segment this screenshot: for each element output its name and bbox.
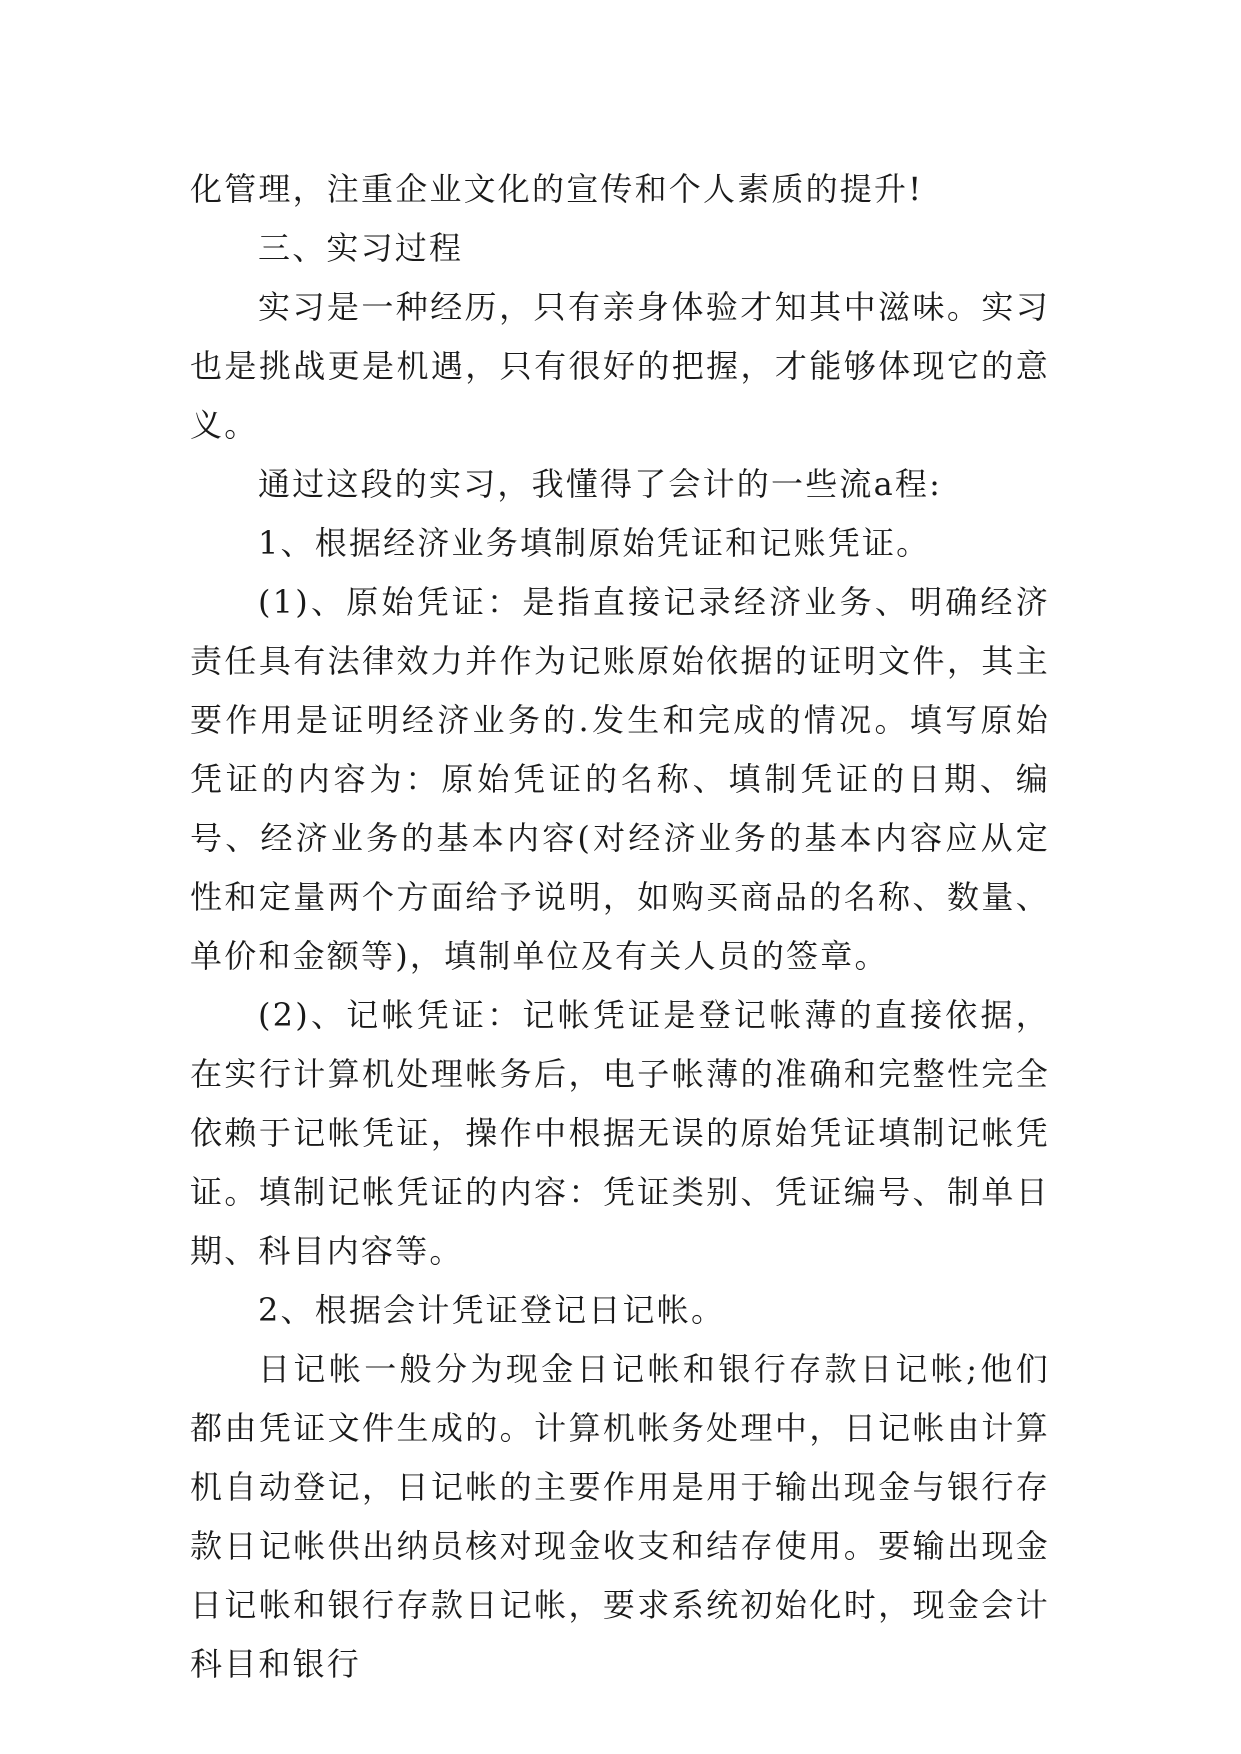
section-heading: 三、实习过程 <box>258 229 464 267</box>
paragraph: 通过这段的实习，我懂得了会计的一些流a程: <box>258 465 943 503</box>
paragraph: (2)、记帐凭证：记帐凭证是登记帐薄的直接依据，在实行计算机处理帐务后，电子帐薄的准确和完整性完全依赖于记帐凭证，操作中根据无误的原始凭证填制记帐凭证。填制记帐凭证的内容：凭证类别、凭证编号、制单日期、科目内容等。 <box>190 996 1050 1270</box>
paragraph: (1)、原始凭证：是指直接记录经济业务、明确经济责任具有法律效力并作为记账原始依据的证明文件，其主要作用是证明经济业务的.发生和完成的情况。填写原始凭证的内容为：原始凭证的名称、填制凭证的日期、编号、经济业务的基本内容(对经济业务的基本内容应从定性和定量两个方面给予说明，如购买商品的名称、数量、单价和金额等)，填制单位及有关人员的签章。 <box>190 583 1050 975</box>
document-page <box>190 160 1050 1694</box>
list-item-heading: 1、根据经济业务填制原始凭证和记账凭证。 <box>258 524 931 562</box>
list-item-heading: 2、根据会计凭证登记日记帐。 <box>258 1291 726 1329</box>
paragraph-continuation: 化管理，注重企业文化的宣传和个人素质的提升! <box>190 170 924 208</box>
paragraph: 日记帐一般分为现金日记帐和银行存款日记帐;他们都由凭证文件生成的。计算机帐务处理中，日记帐由计算机自动登记，日记帐的主要作用是用于输出现金与银行存款日记帐供出纳员核对现金收支和结存使用。要输出现金日记帐和银行存款日记帐，要求系统初始化时，现金会计科目和银行 <box>190 1350 1050 1683</box>
paragraph: 实习是一种经历，只有亲身体验才知其中滋味。实习也是挑战更是机遇，只有很好的把握，才能够体现它的意义。 <box>190 288 1050 444</box>
